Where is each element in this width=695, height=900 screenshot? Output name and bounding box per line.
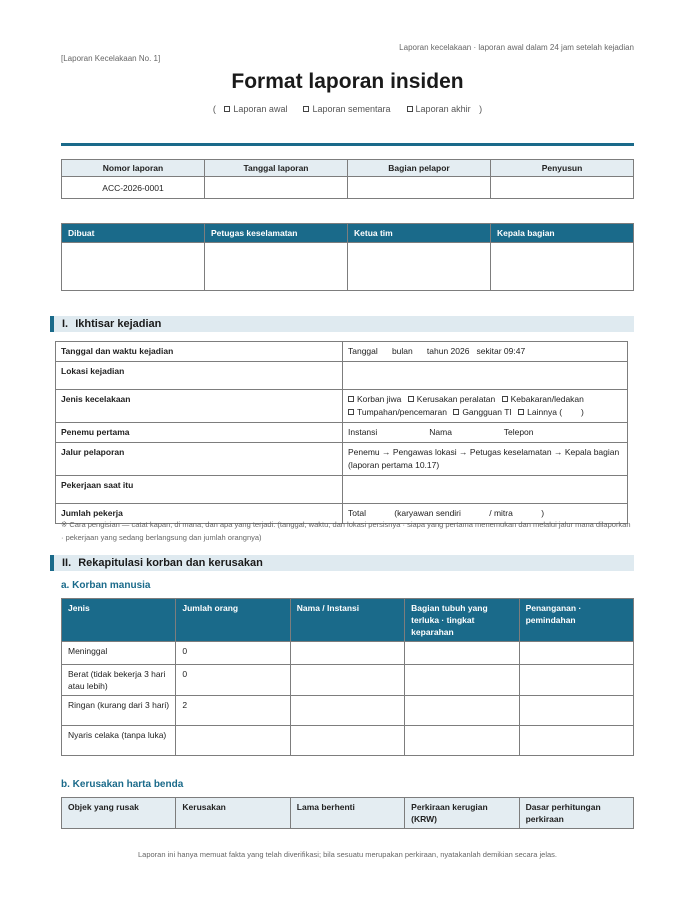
checkbox-icon (407, 106, 413, 112)
section-number: I. (62, 318, 69, 330)
worker-count-value[interactable]: Total (karyawan sendiri / mitra ) (343, 504, 628, 524)
approval-table (61, 223, 634, 291)
footer-note: Laporan ini hanya memuat fakta yang telah diverifikasi; bila sesuatu merupakan perkiraan, nyatakanlah demikian secara jelas. (138, 850, 557, 859)
signature-cell[interactable] (491, 243, 634, 291)
accident-type-option[interactable]: Tumpahan/pencemaran (348, 407, 447, 417)
checkbox-icon (453, 409, 459, 415)
meta-header-date: Tanggal laporan (205, 160, 348, 177)
casualty-header: Jumlah orang (176, 599, 290, 642)
work-value[interactable] (343, 476, 628, 504)
row-label: Jalur pelaporan (56, 443, 343, 476)
casualty-handling[interactable] (519, 665, 633, 696)
discoverer-value[interactable]: Instansi Nama Telepon (343, 423, 628, 443)
meta-author[interactable] (491, 177, 634, 199)
casualty-type: Nyaris celaka (tanpa luka) (62, 726, 176, 756)
subheading-property-damage: b. Kerusakan harta benda (61, 779, 184, 790)
damage-header: Kerusakan (176, 798, 290, 829)
section-heading-overview (50, 316, 634, 332)
casualties-table (61, 598, 634, 756)
casualty-injury[interactable] (405, 726, 519, 756)
table-row (62, 726, 634, 756)
casualty-type: Ringan (kurang dari 3 hari) (62, 696, 176, 726)
damage-header: Perkiraan kerugian (KRW) (405, 798, 519, 829)
casualty-count[interactable]: 0 (176, 642, 290, 665)
casualty-header: Penanganan · pemindahan (519, 599, 633, 642)
instruction-note: ※ Cara pengisian — catat kapan, di mana, dan apa yang terjadi. (tanggal, waktu, dan lokasi persisnya · siapa yang pertama menemukan dan melalui jalur mana dilaporkan · pekerjaan yang sedang berlangsung dan jumlah orangnya) (61, 520, 631, 542)
meta-report-date[interactable] (205, 177, 348, 199)
section-heading-casualties (50, 555, 634, 571)
table-row (62, 665, 634, 696)
checkbox-icon (408, 396, 414, 402)
checkbox-icon (518, 409, 524, 415)
approval-header-safety: Petugas keselamatan (205, 224, 348, 243)
row-label: Lokasi kejadian (56, 362, 343, 390)
row-label: Tanggal dan waktu kejadian (56, 342, 343, 362)
signature-cell[interactable] (205, 243, 348, 291)
casualty-name[interactable] (290, 642, 404, 665)
meta-header-author: Penyusun (491, 160, 634, 177)
reporting-route-value[interactable]: Penemu → Pengawas lokasi → Petugas keselamatan → Kepala bagian (laporan pertama 10.17) (343, 443, 628, 476)
section-number: II. (62, 557, 72, 569)
open-paren: ( (212, 104, 216, 114)
row-label: Jumlah pekerja (56, 504, 343, 524)
accident-type-option[interactable]: Lainnya ( ) (514, 407, 584, 417)
checkbox-icon (348, 409, 354, 415)
close-paren: ) (479, 104, 483, 114)
report-type-options (0, 104, 695, 114)
casualty-handling[interactable] (519, 696, 633, 726)
casualty-header: Jenis (62, 599, 176, 642)
casualty-injury[interactable] (405, 696, 519, 726)
casualty-type: Meninggal (62, 642, 176, 665)
damage-header: Dasar perhitungan perkiraan (519, 798, 633, 829)
section-title: Ikhtisar kejadian (75, 318, 162, 330)
document-id: [Laporan Kecelakaan No. 1] (61, 54, 161, 63)
table-row (62, 642, 634, 665)
report-type-initial[interactable]: Laporan awal (224, 104, 287, 114)
casualty-type: Berat (tidak bekerja 3 hari atau lebih) (62, 665, 176, 696)
report-type-interim[interactable]: Laporan sementara (303, 104, 390, 114)
approval-header-dept-head: Kepala bagian (491, 224, 634, 243)
approval-header-made: Dibuat (62, 224, 205, 243)
incident-summary-table (55, 341, 628, 524)
property-damage-table (61, 797, 634, 829)
damage-header: Objek yang rusak (62, 798, 176, 829)
checkbox-icon (224, 106, 230, 112)
checkbox-icon (348, 396, 354, 402)
top-note: Laporan kecelakaan · laporan awal dalam 24 jam setelah kejadian (399, 43, 634, 52)
casualty-handling[interactable] (519, 726, 633, 756)
report-meta-table (61, 159, 634, 199)
meta-header-number: Nomor laporan (62, 160, 205, 177)
meta-report-number[interactable]: ACC-2026-0001 (62, 177, 205, 199)
row-label: Jenis kecelakaan (56, 390, 343, 423)
damage-header: Lama berhenti (290, 798, 404, 829)
table-row (62, 696, 634, 726)
casualty-header: Nama / Instansi (290, 599, 404, 642)
page-title: Format laporan insiden (231, 70, 464, 93)
signature-cell[interactable] (348, 243, 491, 291)
meta-department[interactable] (348, 177, 491, 199)
casualty-name[interactable] (290, 726, 404, 756)
subheading-human-casualties: a. Korban manusia (61, 580, 151, 591)
row-label: Penemu pertama (56, 423, 343, 443)
casualty-count[interactable]: 2 (176, 696, 290, 726)
casualty-name[interactable] (290, 665, 404, 696)
casualty-count[interactable]: 0 (176, 665, 290, 696)
casualty-name[interactable] (290, 696, 404, 726)
accident-type-options (343, 390, 628, 423)
approval-header-team-lead: Ketua tim (348, 224, 491, 243)
location-value[interactable] (343, 362, 628, 390)
checkbox-icon (502, 396, 508, 402)
header-rule (61, 143, 634, 146)
section-title: Rekapitulasi korban dan kerusakan (78, 557, 263, 569)
row-label: Pekerjaan saat itu (56, 476, 343, 504)
accident-type-option[interactable]: Korban jiwa (348, 394, 401, 404)
casualty-header: Bagian tubuh yang terluka · tingkat keparahan (405, 599, 519, 642)
signature-cell[interactable] (62, 243, 205, 291)
checkbox-icon (303, 106, 309, 112)
datetime-value[interactable]: Tanggal bulan tahun 2026 sekitar 09:47 (343, 342, 628, 362)
casualty-injury[interactable] (405, 642, 519, 665)
accident-type-option[interactable]: Kerusakan peralatan (404, 394, 495, 404)
meta-header-department: Bagian pelapor (348, 160, 491, 177)
accident-type-option[interactable]: Gangguan TI (449, 407, 511, 417)
report-type-final[interactable]: Laporan akhir (407, 104, 471, 114)
casualty-injury[interactable] (405, 665, 519, 696)
casualty-handling[interactable] (519, 642, 633, 665)
accident-type-option[interactable]: Kebakaran/ledakan (498, 394, 584, 404)
casualty-count[interactable] (176, 726, 290, 756)
